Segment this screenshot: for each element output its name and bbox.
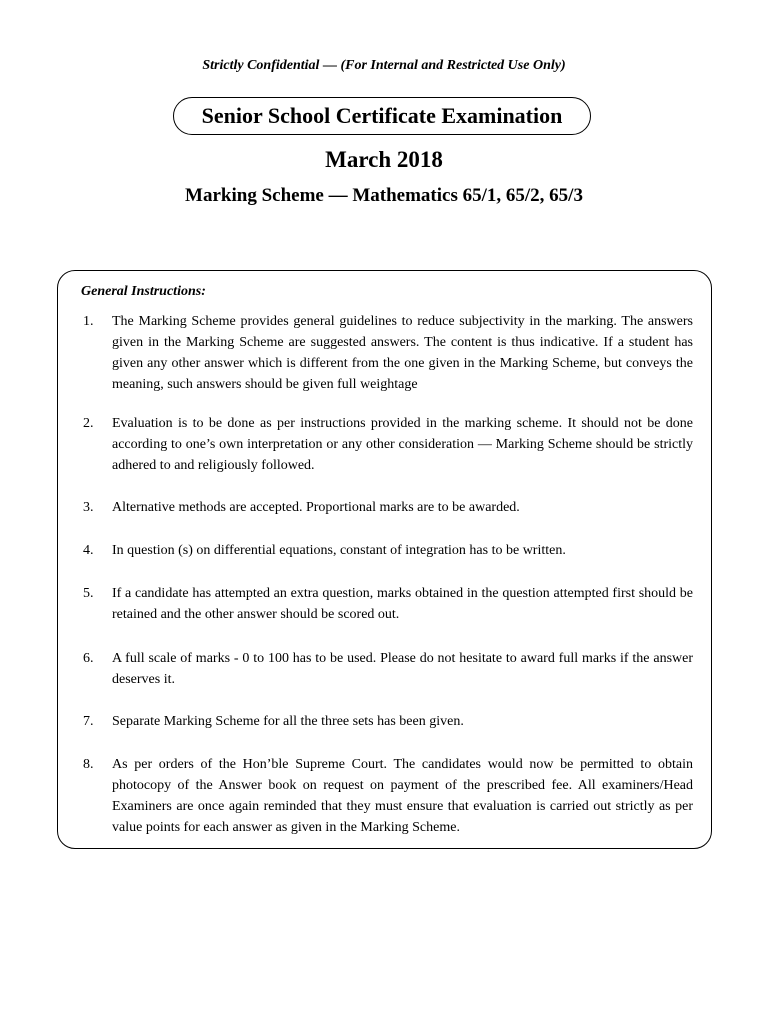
instruction-text: Alternative methods are accepted. Proportional marks are to be awarded.: [112, 500, 520, 515]
instruction-text: Evaluation is to be done as per instructions provided in the marking scheme. It should not be done according to one’s own interpretation or any other consideration — Marking Scheme should be strictly adhered to and religiously followed.: [112, 416, 693, 473]
instruction-number: 8.: [83, 757, 94, 772]
instruction-text: A full scale of marks - 0 to 100 has to be used. Please do not hesitate to award full marks if the answer deserves it.: [112, 651, 693, 687]
instructions-heading: General Instructions:: [81, 284, 206, 299]
exam-month: March 2018: [325, 147, 443, 172]
general-instructions-box: [57, 270, 712, 849]
confidentiality-notice: Strictly Confidential — (For Internal and Restricted Use Only): [202, 58, 566, 73]
instruction-item: [83, 413, 693, 476]
instruction-number: 3.: [83, 500, 94, 515]
instruction-number: 6.: [83, 651, 94, 666]
instruction-text: As per orders of the Hon’ble Supreme Court. The candidates would now be permitted to obtain photocopy of the Answer book on request on payment of the prescribed fee. All examiners/Head Examiners are once again reminded that they must ensure that evaluation is carried out strictly as per value points for each answer as given in the Marking Scheme.: [112, 757, 693, 835]
instruction-number: 4.: [83, 543, 94, 558]
instruction-item: [83, 497, 693, 518]
instruction-text: If a candidate has attempted an extra question, marks obtained in the question attempted first should be retained and the other answer should be scored out.: [112, 586, 693, 622]
instruction-number: 5.: [83, 586, 94, 601]
instruction-text: The Marking Scheme provides general guidelines to reduce subjectivity in the marking. The answers given in the Marking Scheme are suggested answers. The content is thus indicative. If a student has given any other answer which is different from the one given in the Marking Scheme, but conveys the meaning, such answers should be given full weightage: [112, 314, 693, 392]
instruction-item: [83, 583, 693, 625]
instruction-number: 1.: [83, 314, 94, 329]
instruction-item: [83, 648, 693, 690]
instruction-text: Separate Marking Scheme for all the three sets has been given.: [112, 714, 464, 729]
instruction-number: 2.: [83, 416, 94, 431]
instruction-item: [83, 711, 693, 732]
exam-title: Senior School Certificate Examination: [201, 103, 563, 128]
instruction-text: In question (s) on differential equations, constant of integration has to be written.: [112, 543, 566, 558]
marking-scheme-title: Marking Scheme — Mathematics 65/1, 65/2, 65/3: [185, 185, 583, 206]
instruction-number: 7.: [83, 714, 94, 729]
instruction-item: [83, 311, 693, 395]
instruction-item: [83, 754, 693, 838]
instruction-item: [83, 540, 693, 561]
exam-title-box: [173, 97, 591, 135]
